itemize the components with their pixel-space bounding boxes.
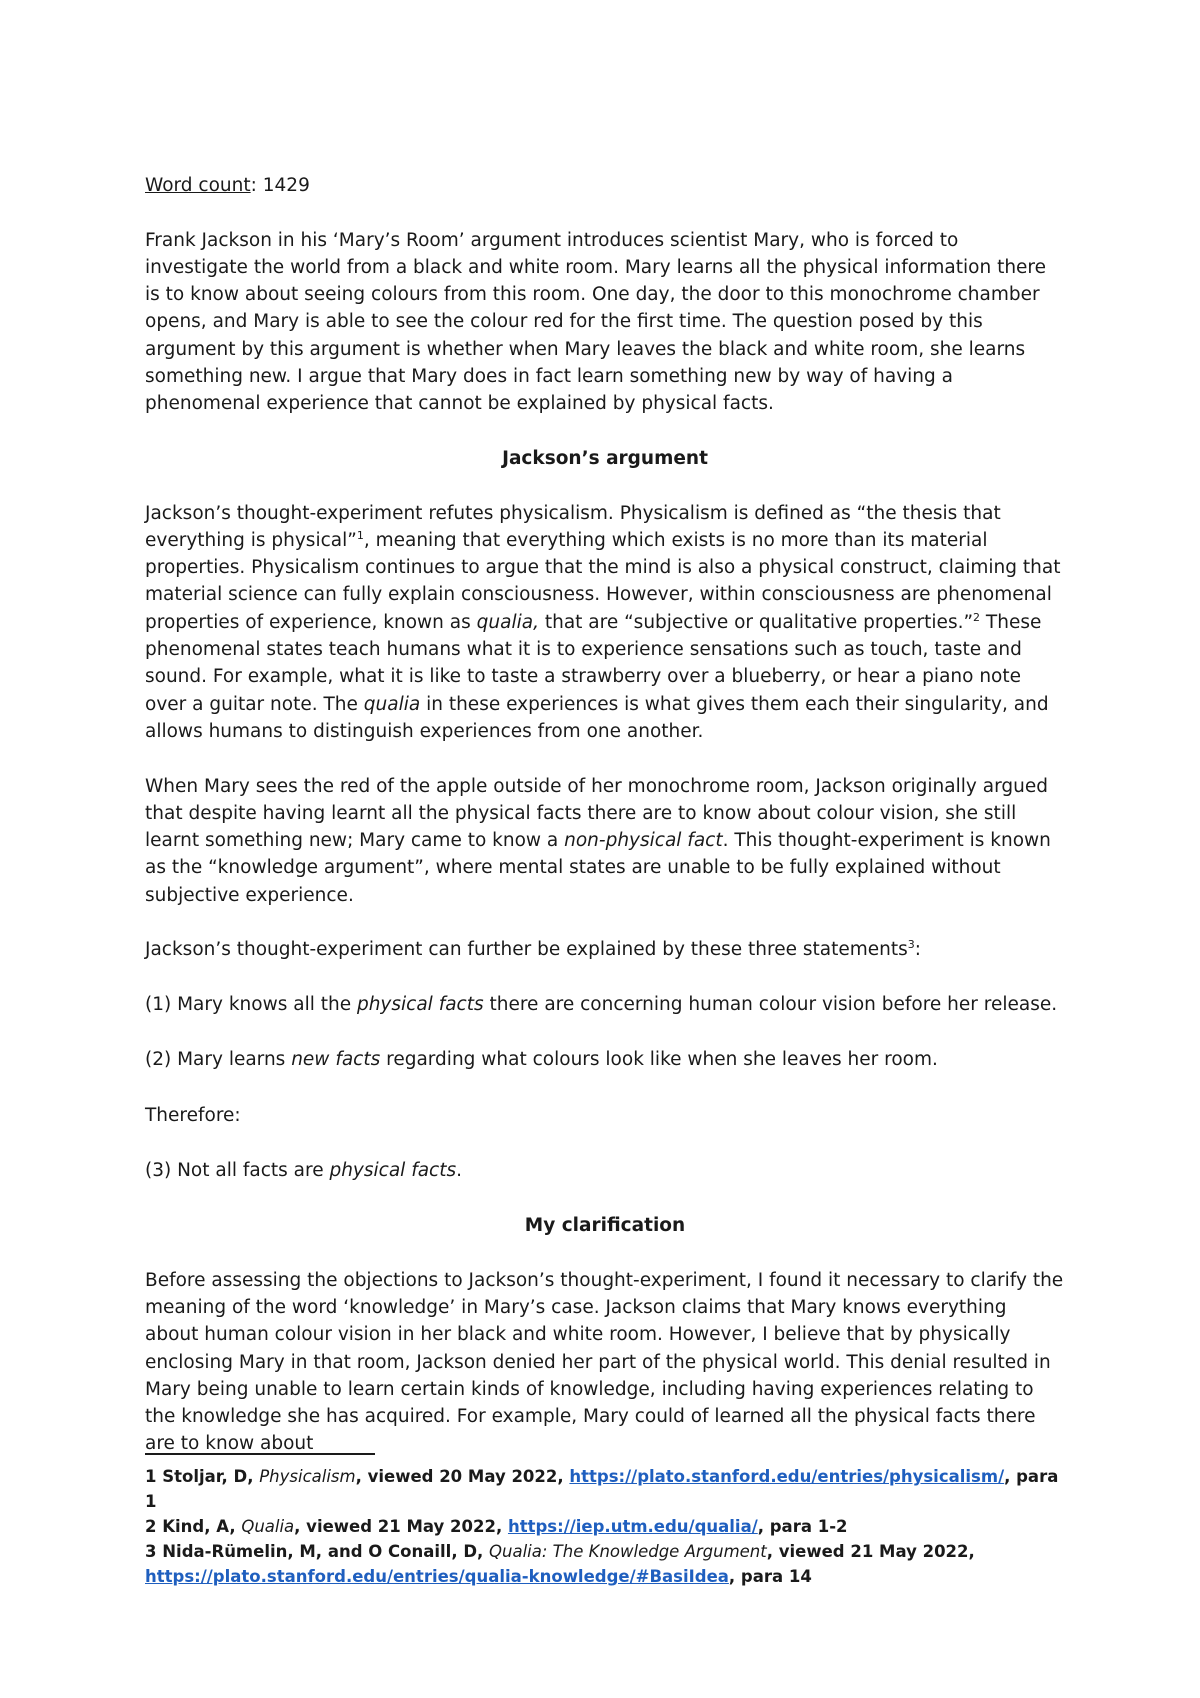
clarification-paragraph: Before assessing the objections to Jackson’s thought-experiment, I found it necessary to clarify the meaning of the word ‘knowledge’ in Mary’s case. Jackson claims that Mary knows everything about human colour vision in her black and white room. However, I believe that by physically enclosing Mary in that room, Jackson denied her part of the physical world. This denial resulted in Mary being unable to learn certain kinds of knowledge, including having experiences relating to the knowledge she has acquired. For example, Mary could of learned all the physical facts there are to know about	[145, 1269, 1064, 1455]
text-run: that are “subjective or qualitative properties.”	[538, 611, 974, 633]
physicalism-paragraph	[145, 500, 1065, 746]
italic-term-physical-facts: physical facts	[356, 993, 484, 1015]
italic-term-new-facts: new facts	[291, 1049, 381, 1071]
text-run: in these experiences is what gives them each their singularity, and allows humans to distinguish experiences from one another.	[145, 693, 1049, 742]
section-heading-my-clarification: My clarification	[524, 1215, 686, 1237]
text-run: Jackson’s thought-experiment refutes physicalism. Physicalism is defined as “the thesis that everything is physical”	[145, 502, 1001, 551]
text-run: , para 1	[145, 1467, 1059, 1511]
text-run: there are concerning human colour vision before her release.	[483, 993, 1058, 1015]
text-run: regarding what colours look like when she leaves her room.	[380, 1049, 938, 1071]
footnote-title: Physicalism	[259, 1467, 356, 1486]
text-run: Jackson’s thought-experiment can further be explained by these three statements	[145, 939, 908, 961]
text-run: (3) Not all facts are	[145, 1159, 330, 1181]
intro-paragraph: Frank Jackson in his ‘Mary’s Room’ argument introduces scientist Mary, who is forced to investigate the world from a black and white room. Mary learns all the physical information there is to know about seeing colours from this room. One day, the door to this monochrome chamber opens, and Mary is able to see the colour red for the first time. The question posed by this argument by this argument is whether when Mary leaves the black and white room, she learns something new. I argue that Mary does in fact learn something new by way of having a phenomenal experience that cannot be explained by physical facts.	[145, 229, 1047, 415]
footnote-2-link[interactable]: https://iep.utm.edu/qualia/	[507, 1517, 758, 1536]
italic-term-qualia: qualia,	[476, 611, 539, 633]
footnote-ref-3: 3	[907, 938, 915, 952]
text-run: . This thought-experiment is known as the “knowledge argument”, where mental states are unable to be fully explained without subjective experience.	[145, 830, 1051, 906]
italic-term-qualia: qualia	[363, 693, 421, 715]
text-run: .	[456, 1159, 462, 1181]
footnote-2	[145, 1514, 1065, 1539]
text-run: (1) Mary knows all the	[145, 993, 357, 1015]
text-run: 1 Stoljar, D,	[145, 1467, 260, 1486]
therefore-line: Therefore:	[145, 1104, 241, 1126]
word-count-colon: :	[250, 175, 257, 196]
text-run: , viewed 21 May 2022,	[766, 1542, 975, 1561]
text-run: , viewed 21 May 2022,	[294, 1517, 508, 1536]
footnote-ref-2: 2	[973, 610, 981, 624]
footnote-ref-1: 1	[356, 528, 364, 542]
text-run: These phenomenal states teach humans what it is to experience sensations such as touch, taste and sound. For example, what it is like to taste a strawberry over a blueberry, or hear a piano note over a guitar note. The	[145, 611, 1042, 715]
text-run: , viewed 20 May 2022,	[355, 1467, 570, 1486]
text-run: , para 14	[728, 1567, 812, 1586]
text-run: 2 Kind, A,	[145, 1517, 242, 1536]
text-run: :	[914, 939, 921, 961]
apple-paragraph	[145, 773, 1065, 909]
statement-1	[145, 991, 1065, 1018]
footnotes	[145, 1464, 1065, 1589]
footnote-separator	[145, 1453, 375, 1455]
italic-term-non-physical-fact: non-physical fact	[564, 830, 723, 852]
footnote-1-link[interactable]: https://plato.stanford.edu/entries/physicalism/	[569, 1467, 1005, 1486]
text-run: , para 1-2	[757, 1517, 848, 1536]
statements-intro	[145, 936, 1065, 963]
statement-3	[145, 1157, 1065, 1184]
footnote-1	[145, 1464, 1065, 1514]
footnote-title: Qualia: The Knowledge Argument	[489, 1542, 767, 1561]
text-run: When Mary sees the red of the apple outside of her monochrome room, Jackson originally argued that despite having learnt all the physical facts there are to know about colour vision, she still learnt something new; Mary came to know a	[145, 775, 1048, 852]
word-count-label: Word count	[145, 175, 251, 196]
document-body	[145, 172, 1065, 1485]
footnote-title: Qualia	[241, 1517, 295, 1536]
footnote-3-link[interactable]: https://plato.stanford.edu/entries/qualia-knowledge/#BasiIdea	[145, 1567, 729, 1586]
text-run: , meaning that everything which exists is no more than its material properties. Physicalism continues to argue that the mind is also a physical construct, claiming that material science can fully explain consciousness. However, within consciousness are phenomenal properties of experience, known as	[145, 529, 1061, 633]
statement-2	[145, 1046, 1065, 1073]
text-run: 3 Nida-Rümelin, M, and O Conaill, D,	[145, 1542, 490, 1561]
italic-term-physical-facts: physical facts	[329, 1159, 457, 1181]
word-count	[145, 172, 1065, 199]
text-run: (2) Mary learns	[145, 1049, 292, 1071]
section-heading-jacksons-argument: Jackson’s argument	[502, 447, 708, 469]
word-count-value: 1429	[256, 175, 310, 196]
footnote-3	[145, 1539, 1065, 1589]
